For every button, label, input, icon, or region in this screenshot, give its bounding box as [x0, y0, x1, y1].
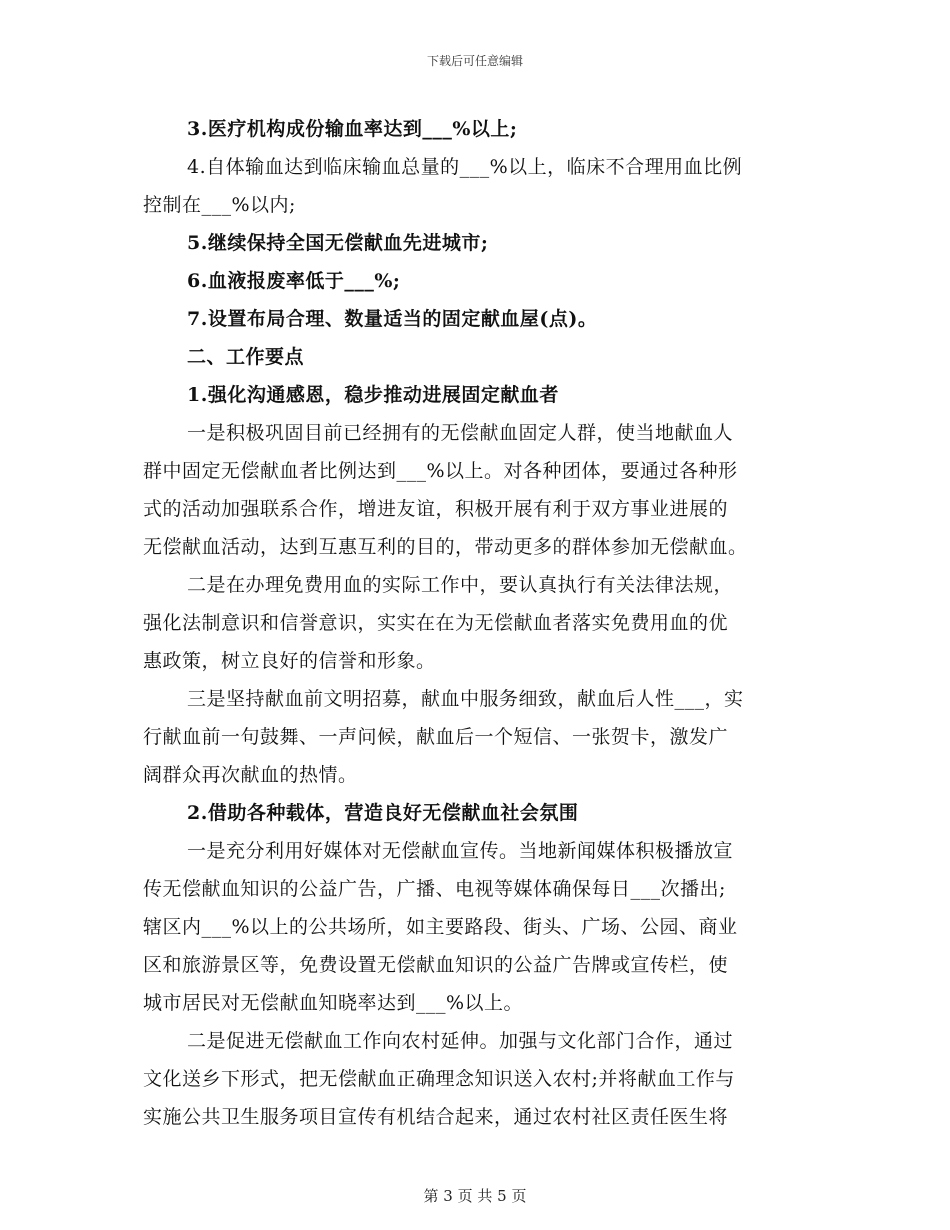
paragraph-line: 二是在办理免费用血的实际工作中，要认真执行有关法律法规，: [187, 574, 734, 596]
page-footer: 第 3 页 共 5 页: [423, 1187, 527, 1205]
paragraph-line: 城市居民对无偿献血知晓率达到___%以上。: [143, 992, 524, 1014]
paragraph-line: 辖区内___%以上的公共场所，如主要路段、街头、广场、公园、商业: [143, 916, 738, 938]
paragraph-line: 无偿献血活动，达到互惠互利的目的，带动更多的群体参加无偿献血。: [143, 536, 748, 558]
heading-line: 3.医疗机构成份输血率达到___%以上;: [187, 118, 518, 140]
paragraph-line: 传无偿献血知识的公益广告，广播、电视等媒体确保每日___次播出;: [143, 878, 726, 900]
paragraph-line: 4.自体输血达到临床输血总量的___%以上，临床不合理用血比例: [187, 156, 743, 178]
heading-line: 5.继续保持全国无偿献血先进城市;: [187, 232, 489, 254]
paragraph-line: 一是积极巩固目前已经拥有的无偿献血固定人群，使当地献血人: [187, 422, 734, 444]
paragraph-line: 文化送乡下形式，把无偿献血正确理念知识送入农村;并将献血工作与: [143, 1068, 735, 1090]
paragraph-line: 一是充分利用好媒体对无偿献血宣传。当地新闻媒体积极播放宣: [187, 840, 734, 862]
paragraph-line: 实施公共卫生服务项目宣传有机结合起来，通过农村社区责任医生将: [143, 1106, 729, 1128]
heading-line: 二、工作要点: [187, 346, 305, 368]
paragraph-line: 强化法制意识和信誉意识，实实在在为无偿献血者落实免费用血的优: [143, 612, 729, 634]
heading-line: 6.血液报废率低于___%;: [187, 270, 401, 292]
paragraph-line: 群中固定无偿献血者比例达到___%以上。对各种团体，要通过各种形: [143, 460, 738, 482]
paragraph-line: 控制在___%以内;: [143, 194, 296, 216]
paragraph-line: 阔群众再次献血的热情。: [143, 764, 358, 786]
paragraph-line: 三是坚持献血前文明招募，献血中服务细致，献血后人性___，实: [187, 688, 744, 710]
page-header: 下载后可任意编辑: [426, 54, 523, 68]
paragraph-line: 行献血前一句鼓舞、一声问候，献血后一个短信、一张贺卡，激发广: [143, 726, 729, 748]
paragraph-line: 式的活动加强联系合作，增进友谊，积极开展有利于双方事业进展的: [143, 498, 729, 520]
document-body: [143, 110, 803, 1136]
paragraph-line: 二是促进无偿献血工作向农村延伸。加强与文化部门合作，通过: [187, 1030, 734, 1052]
heading-line: 2.借助各种载体，营造良好无偿献血社会氛围: [187, 802, 579, 824]
paragraph-line: 惠政策，树立良好的信誉和形象。: [143, 650, 436, 672]
heading-line: 1.强化沟通感恩，稳步推动进展固定献血者: [187, 384, 559, 406]
heading-line: 7.设置布局合理、数量适当的固定献血屋(点)。: [187, 308, 598, 330]
paragraph-line: 区和旅游景区等，免费设置无偿献血知识的公益广告牌或宣传栏，使: [143, 954, 729, 976]
